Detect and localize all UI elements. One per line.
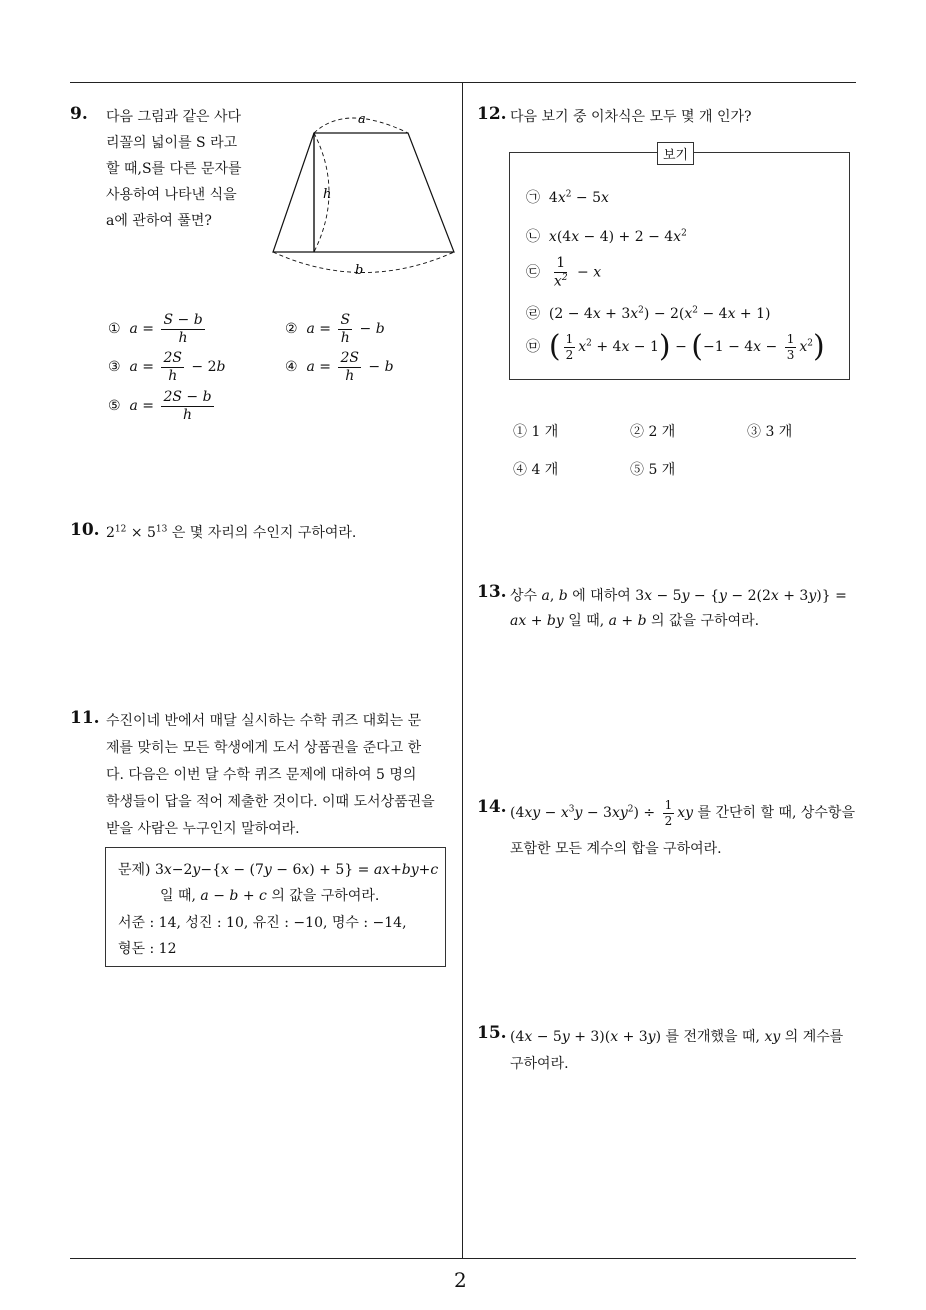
example-box-title: 보기 <box>657 142 694 165</box>
q12-item-5: ㉤ ( $\frac{1}{2}$ $x^2 + 4x - 1) - (-1 - 4x$ − $\frac{1}{3}$ $x^2$) <box>526 329 825 364</box>
q11-box-line-2: 일 때, a − b + c 의 값을 구하여라. <box>160 888 380 904</box>
trapezoid-figure <box>268 108 468 278</box>
question-9-line: 다음 그림과 같은 사다 <box>106 109 242 125</box>
q12-choice-3[interactable]: ③ 3 개 <box>747 424 793 440</box>
question-11-line: 받을 사람은 누구인지 말하여라. <box>106 821 300 837</box>
question-10-text: $2^{12} \times 5^{13}$ 은 몇 자리의 수인지 구하여라. <box>106 524 357 541</box>
question-11-line: 수진이네 반에서 매달 실시하는 수학 퀴즈 대회는 문 <box>106 713 422 729</box>
question-10-number: 10. <box>70 520 100 540</box>
q9-choice-5[interactable]: ⑤ a = $\frac{2S - b}{h}$ <box>108 389 212 423</box>
q12-item-1: ㉠ $4x^2 - 5x$ <box>526 189 609 206</box>
question-13-line-2: ax + by 일 때, a + b 의 값을 구하여라. <box>510 613 760 629</box>
q9-choice-3[interactable]: ③ a = $\frac{2S}{h}$ − 2b <box>108 350 226 384</box>
question-12-number: 12. <box>477 104 507 124</box>
q12-choice-1[interactable]: ① 1 개 <box>513 424 559 440</box>
q12-item-3: ㉢ $\frac{1}{x^2}$ − x <box>526 255 602 290</box>
question-11-line: 제를 맞히는 모든 학생에게 도서 상품권을 준다고 한 <box>106 740 422 756</box>
q9-choice-1[interactable]: ① a = $\frac{S - b}{h}$ <box>108 312 203 346</box>
q12-item-4: ㉣ $(2 - 4x + 3x^2) - 2(x^2 - 4x + 1)$ <box>526 305 771 322</box>
question-14-line-1: $(4xy - x^3y - 3xy^2)$ ÷ $\frac{1}{2}$ xy 를 간단히 할 때, 상수항을 <box>510 798 855 828</box>
figure-label-b: b <box>355 263 364 278</box>
question-15-line-1: (4x − 5y + 3)(x + 3y) 를 전개했을 때, xy 의 계수를 <box>510 1029 844 1045</box>
q11-box-line-1: 문제) 3x−2y−{x − (7y − 6x) + 5} = ax+by+c <box>118 862 439 878</box>
question-13-number: 13. <box>477 582 507 602</box>
q12-item-2: ㉡ $x(4x - 4) + 2 - 4x^2$ <box>526 228 687 245</box>
top-rule <box>70 82 856 83</box>
question-14-line-2: 포함한 모든 계수의 합을 구하여라. <box>510 841 722 857</box>
question-11-line: 다. 다음은 이번 달 수학 퀴즈 문제에 대하여 5 명의 <box>106 767 417 783</box>
bottom-rule <box>70 1258 856 1259</box>
question-9-line: a에 관하여 풀면? <box>106 213 212 229</box>
q12-choice-4[interactable]: ④ 4 개 <box>513 462 559 478</box>
question-11-line: 학생들이 답을 적어 제출한 것이다. 이때 도서상품권을 <box>106 794 435 810</box>
question-12-text: 다음 보기 중 이차식은 모두 몇 개 인가? <box>510 109 752 125</box>
question-14-number: 14. <box>477 797 507 817</box>
figure-label-h: h <box>323 187 332 202</box>
q9-choice-4[interactable]: ④ a = $\frac{2S}{h}$ − b <box>285 350 394 384</box>
question-9-number: 9. <box>70 104 88 124</box>
figure-label-a: a <box>358 112 366 127</box>
page-number: 2 <box>454 1268 467 1292</box>
question-9-line: 사용하여 나타낸 식을 <box>106 187 237 203</box>
question-9-line: 리꼴의 넓이를 S 라고 <box>106 135 238 151</box>
q11-answers-line-2: 형돈 : 12 <box>118 941 177 957</box>
q12-choice-5[interactable]: ⑤ 5 개 <box>630 462 676 478</box>
q12-choice-2[interactable]: ② 2 개 <box>630 424 676 440</box>
question-11-number: 11. <box>70 708 100 728</box>
question-15-line-2: 구하여라. <box>510 1056 569 1072</box>
question-15-number: 15. <box>477 1023 507 1043</box>
question-13-line-1: 상수 a, b 에 대하여 3x − 5y − {y − 2(2x + 3y)} = <box>510 588 847 604</box>
q9-choice-2[interactable]: ② a = $\frac{S}{h}$ − b <box>285 312 385 346</box>
question-9-line: 할 때,S를 다른 문자를 <box>106 161 242 177</box>
q11-answers-line-1: 서준 : 14, 성진 : 10, 유진 : −10, 명수 : −14, <box>118 915 407 931</box>
